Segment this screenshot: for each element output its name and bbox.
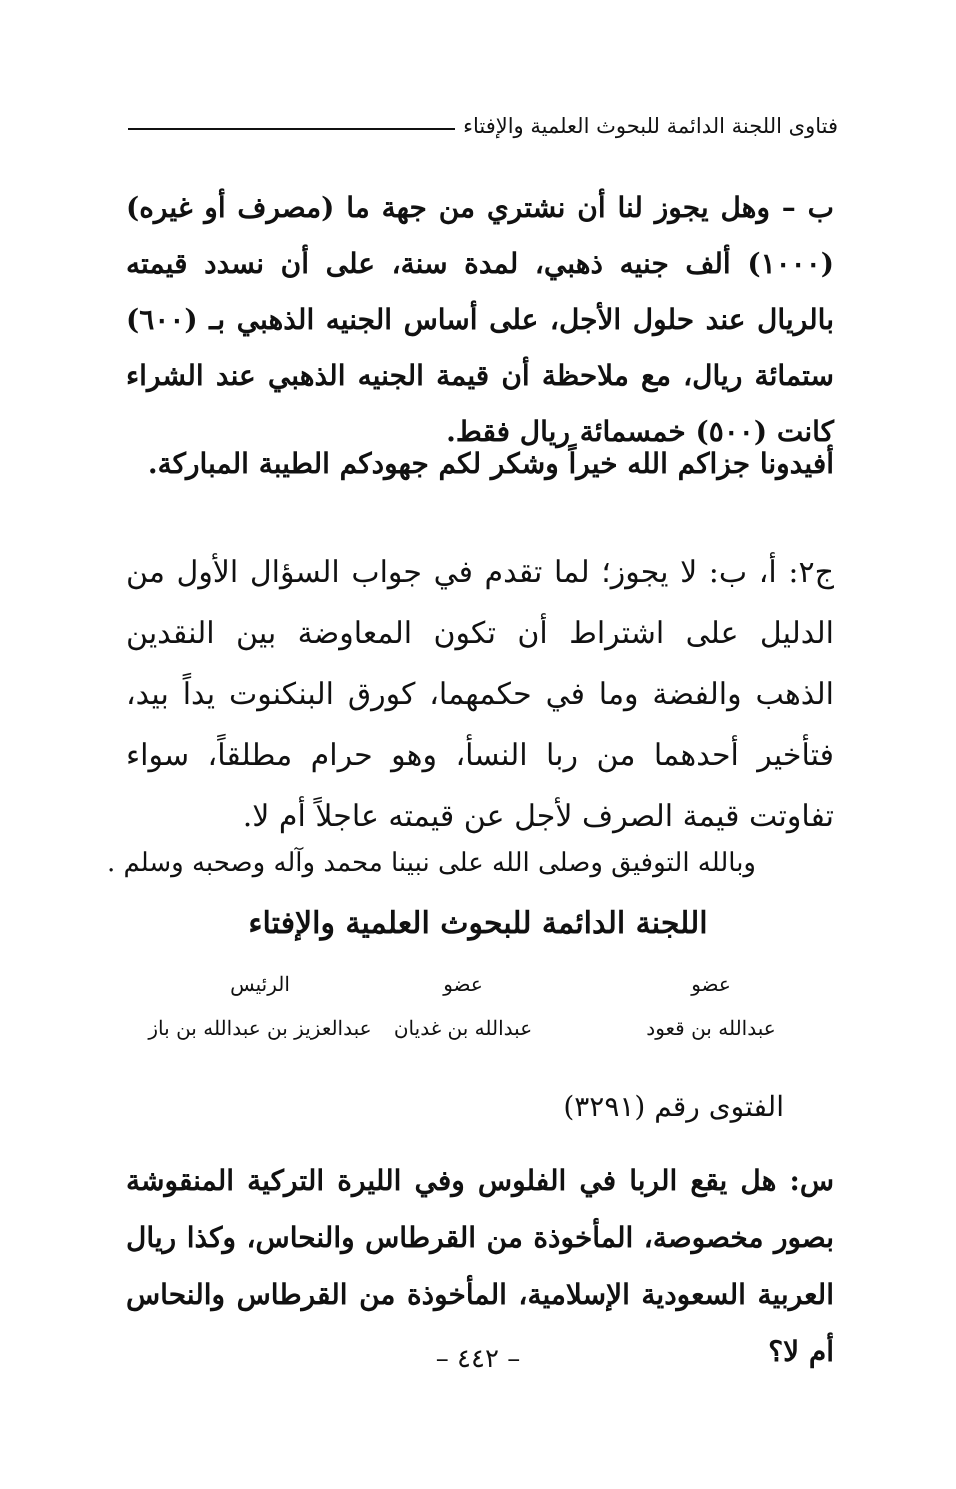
question-2-paragraph: س: هل يقع الربا في الفلوس وفي الليرة التركية المنقوشة بصور مخصوصة، المأخوذة من القرطاس والنحاس، وكذا ريال العربية السعودية الإسلامية، المأخوذة من القرطاس والنحاس أم لا؟ xyxy=(126,1164,834,1368)
signatory xyxy=(378,972,548,1040)
signatory-role: عضو xyxy=(691,972,731,996)
signatory-name: عبدالله بن غديان xyxy=(393,1016,533,1040)
page-number: – ٤٤٢ – xyxy=(435,1344,521,1374)
committee-heading: اللجنة الدائمة للبحوث العلمية والإفتاء xyxy=(248,906,708,941)
question-b-paragraph: ب – وهل يجوز لنا أن نشتري من جهة ما (مصرف أو غيره) (١٠٠٠) ألف جنيه ذهبي، لمدة سنة، على أن نسدد قيمته بالريال عند حلول الأجل، على أساس الجنيه الذهبي بـ (٦٠٠) ستمائة ريال، مع ملاحظة أن قيمة الجنيه الذهبي عند الشراء كانت (٥٠٠) خمسمائة ريال فقط. xyxy=(126,191,834,448)
signatory xyxy=(140,972,380,1040)
signatory-role: عضو xyxy=(443,972,483,996)
signatory-name: عبدالله بن قعود xyxy=(646,1016,776,1040)
header-rule xyxy=(128,128,455,130)
answer-paragraph: ج٢: أ، ب: لا يجوز؛ لما تقدم في جواب السؤال الأول من الدليل على اشتراط أن تكون المعاوضة بين النقدين الذهب والفضة وما في حكمهما، كورق البنكنوت يداً بيد، فتأخير أحدهما من ربا النسأ، وهو حرام مطلقاً، سواء تفاوتت قيمة الصرف لأجل عن قيمته عاجلاً أم لا. xyxy=(126,555,834,834)
signatory-name: عبدالعزيز بن عبدالله بن باز xyxy=(148,1016,372,1040)
fatwa-number: الفتوى رقم (٣٢٩١) xyxy=(563,1090,784,1123)
signatories xyxy=(140,972,776,1052)
running-header-title: فتاوى اللجنة الدائمة للبحوث العلمية والإفتاء xyxy=(463,114,838,138)
signatory xyxy=(646,972,776,1040)
signatory-role: الرئيس xyxy=(230,972,290,996)
closing-line: وبالله التوفيق وصلى الله على نبينا محمد وآله وصحبه وسلم . xyxy=(106,848,756,878)
running-header xyxy=(128,108,838,144)
thanks-paragraph: أفيدونا جزاكم الله خيراً وشكر لكم جهودكم الطيبة المباركة. xyxy=(147,447,834,480)
